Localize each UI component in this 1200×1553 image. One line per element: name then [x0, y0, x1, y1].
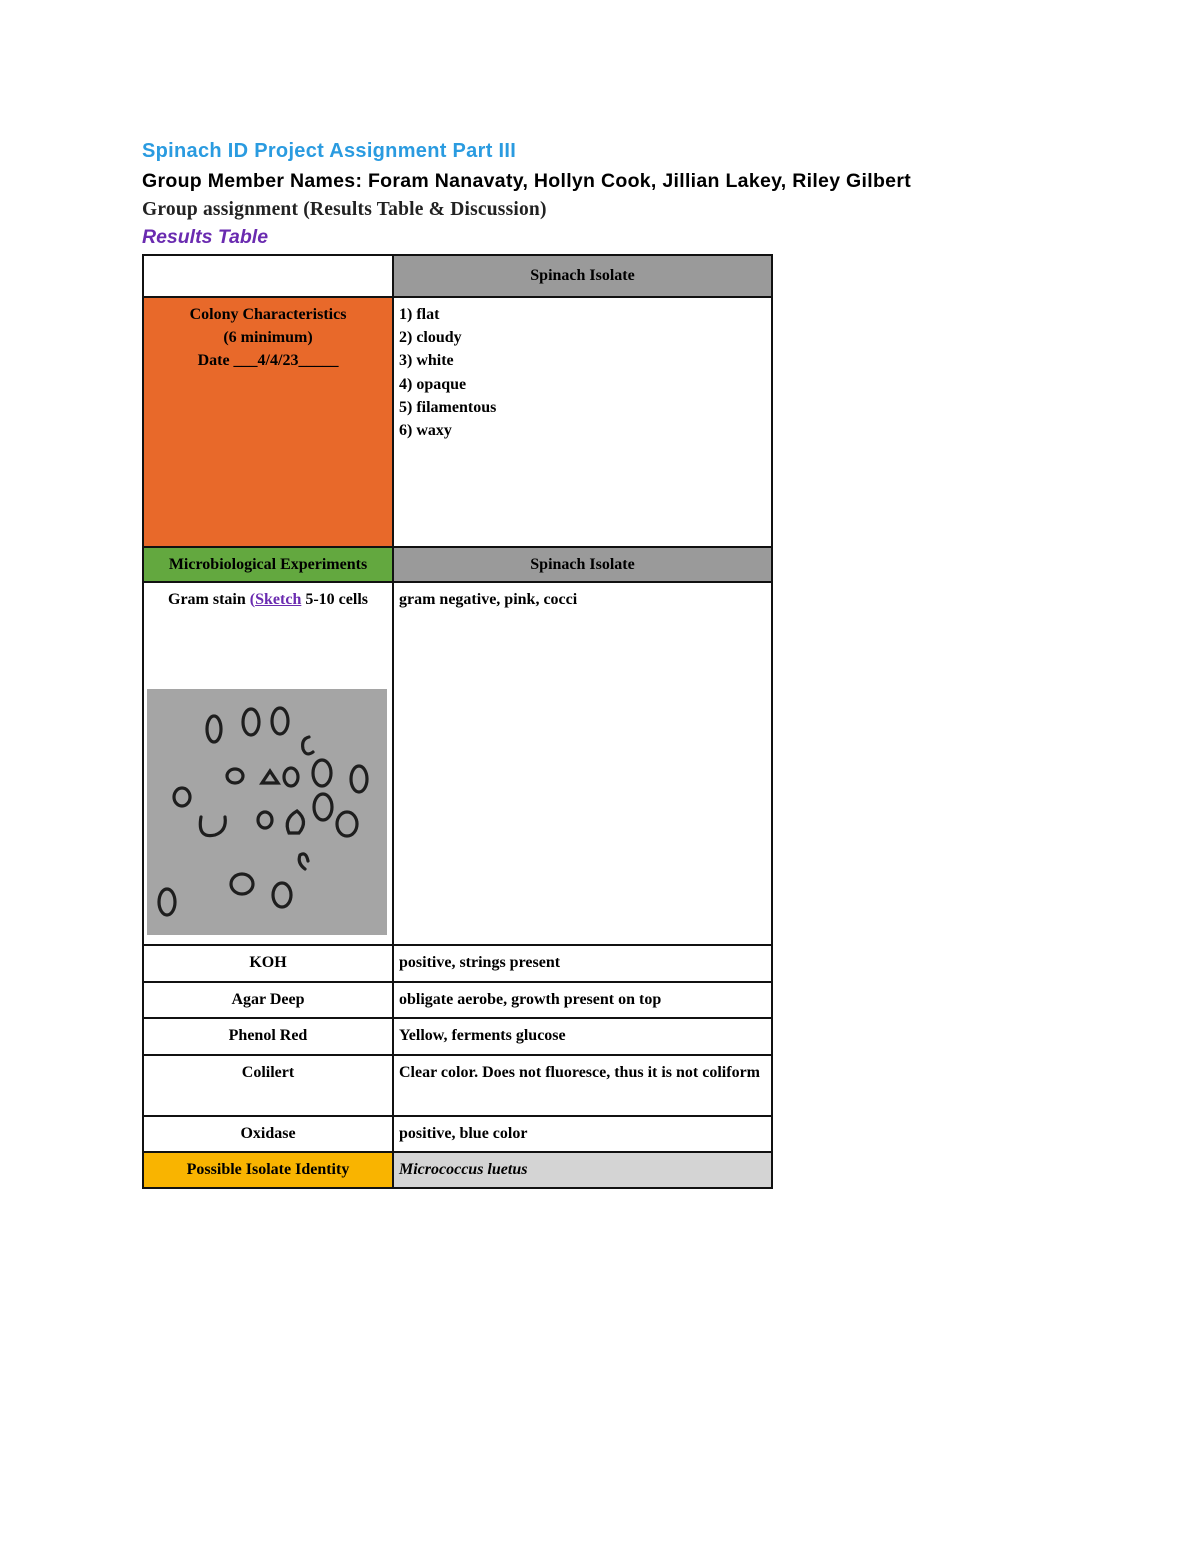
colony-label-cell — [143, 297, 393, 547]
gram-stain-label: Gram stain — [168, 591, 250, 609]
document-title: Spinach ID Project Assignment Part III — [142, 140, 517, 162]
colony-label-minimum: (6 minimum) — [223, 329, 313, 347]
list-item: 2) cloudy — [399, 329, 462, 347]
colony-row — [143, 297, 772, 547]
list-item: 4) opaque — [399, 375, 467, 393]
test-result-cell: positive, blue color — [393, 1116, 772, 1152]
assignment-line: Group assignment (Results Table & Discussion) — [142, 199, 547, 220]
test-result-cell: positive, strings present — [393, 945, 772, 982]
identity-label-cell: Possible Isolate Identity — [143, 1152, 393, 1188]
list-item: 5) filamentous — [399, 398, 497, 416]
table-row — [143, 1018, 772, 1055]
group-members: Group Member Names: Foram Nanavaty, Hollyn Cook, Jillian Lakey, Riley Gilbert — [142, 170, 912, 192]
table-row — [143, 1055, 772, 1116]
gram-stain-cells: 5-10 cells — [301, 591, 368, 609]
list-item: 1) flat — [399, 306, 440, 323]
test-name-cell: Colilert — [143, 1055, 393, 1116]
test-result-cell: Clear color. Does not fluoresce, thus it is not coliform — [393, 1055, 772, 1116]
gram-stain-sketch-image — [147, 689, 387, 935]
identity-row — [143, 1152, 772, 1188]
experiments-header-cell: Microbiological Experiments — [143, 547, 393, 582]
test-name-cell: KOH — [143, 945, 393, 982]
colony-characteristics-cell — [393, 297, 772, 547]
header-empty-cell — [143, 255, 393, 297]
sketch-link[interactable]: Sketch — [255, 591, 302, 609]
gram-stain-result-cell: gram negative, pink, cocci — [393, 582, 772, 945]
test-name-cell: Phenol Red — [143, 1018, 393, 1055]
header-isolate-cell: Spinach Isolate — [393, 255, 772, 297]
experiments-isolate-cell: Spinach Isolate — [393, 547, 772, 582]
list-item: 3) white — [399, 352, 454, 370]
results-table-heading: Results Table — [142, 226, 269, 248]
test-name-cell: Oxidase — [143, 1116, 393, 1152]
gram-stain-paren: ( — [249, 591, 256, 609]
list-item: 6) waxy — [399, 421, 452, 439]
experiments-header-row — [143, 547, 772, 582]
table-row — [143, 982, 772, 1018]
gram-stain-label-cell — [143, 582, 393, 945]
test-result-cell: obligate aerobe, growth present on top — [393, 982, 772, 1018]
test-result-cell: Yellow, ferments glucose — [393, 1018, 772, 1055]
colony-label-date: Date ___4/4/23_____ — [197, 352, 339, 370]
results-table — [142, 254, 773, 1189]
colony-label-title: Colony Characteristics — [189, 306, 347, 323]
identity-value-cell: Micrococcus luetus — [393, 1152, 772, 1188]
table-row — [143, 945, 772, 982]
table-header-row — [143, 255, 772, 297]
test-name-cell: Agar Deep — [143, 982, 393, 1018]
gram-stain-row — [143, 582, 772, 945]
table-row — [143, 1116, 772, 1152]
